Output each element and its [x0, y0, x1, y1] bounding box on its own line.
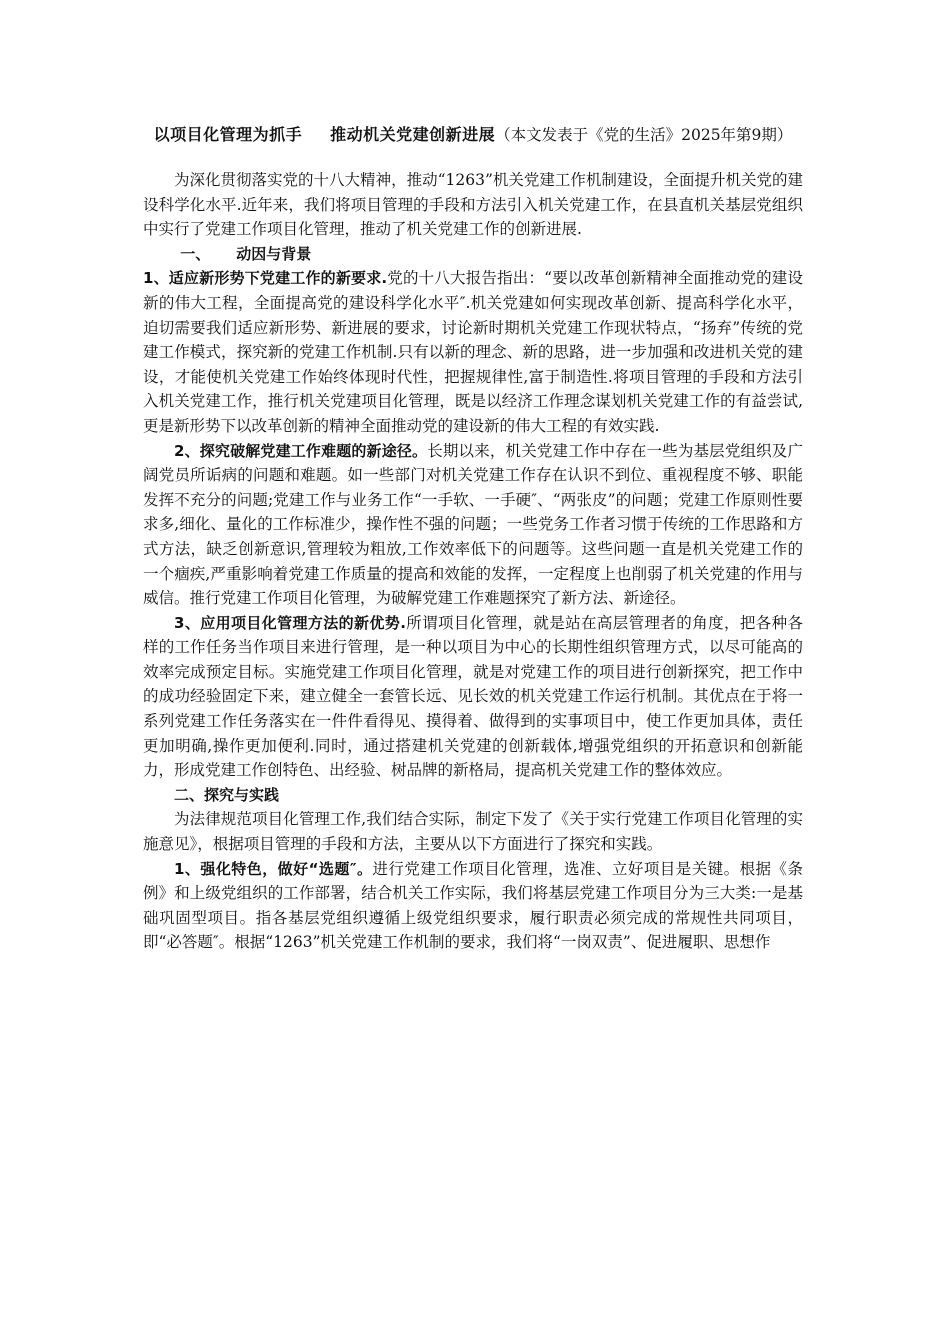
title-publication-note: （本文发表于《党的生活》2025年第9期）: [495, 126, 793, 144]
section1-p3-lead: 3、应用项目化管理方法的新优势.: [174, 613, 406, 632]
section2-paragraph-1: [143, 857, 803, 955]
section1-p3-body: 所谓项目化管理，就是站在高层管理者的角度，把各种各样的工作任务当作项目来进行管理，是一种以项目为中心的长期性组织管理方式，以尽可能高的效率完成预定目标。实施党建工作项目化管理，就是对党建工作的项目进行创新探究，把工作中的成功经验固定下来，建立健全一套管长远、见长效的机关党建工作运行机制。其优点在于将一系列党建工作任务落实在一件件看得见、摸得着、做得到的实事项目中，使工作更加具体，责任更加明确,操作更加便利.同时，通过搭建机关党建的创新载体,增强党组织的开拓意识和创新能力，形成党建工作创特色、出经验、树品牌的新格局，提高机关党建工作的整体效应。: [143, 613, 803, 780]
intro-paragraph: 为深化贯彻落实党的十八大精神，推动“1263”机关党建工作机制建设，全面提升机关党的建设科学化水平.近年来，我们将项目管理的手段和方法引入机关党建工作，在县直机关基层党组织中实行了党建工作项目化管理，推动了机关党建工作的创新进展.: [143, 171, 803, 239]
section1-p2-lead: 2、探究破解党建工作难题的新途径。: [174, 441, 428, 460]
section1-number: 一、: [180, 244, 211, 263]
title-main-right: 推动机关党建创新进展: [330, 125, 496, 144]
title-main-left: 以项目化管理为抓手: [153, 125, 303, 144]
section2-p1-body: 进行党建工作项目化管理，选准、立好项目是关键。根据《条例》和上级党组织的工作部署，结合机关工作实际，我们将基层党建工作项目分为三大类:一是基础巩固型项目。指各基层党组织遵循上级党组织要求，履行职责必须完成的常规性共同项目，即“必答题″。根据“1263”机关党建工作机制的要求，我们将“一岗双责”、促进履职、思想作: [143, 859, 803, 952]
document-page: [143, 122, 803, 955]
section2-intro: 为法律规范项目化管理工作,我们结合实际，制定下发了《关于实行党建工作项目化管理的实施意见》，根据项目管理的手段和方法，主要从以下方面进行了探究和实践。: [143, 810, 803, 854]
section2-p1-lead: 1、强化特色，做好“选题″。: [174, 859, 373, 878]
section1-p2-body: 长期以来，机关党建工作中存在一些为基层党组织及广阔党员所诟病的问题和难题。如一些部门对机关党建工作存在认识不到位、重视程度不够、职能发挥不充分的问题;党建工作与业务工作“一手软、一手硬″、“两张皮”的问题；党建工作原则性要求多,细化、量化的工作标准少，操作性不强的问题；一些党务工作者习惯于传统的工作思路和方式方法，缺乏创新意识,管理较为粗放,工作效率低下的问题等。这些问题一直是机关党建工作的一个痼疾,严重影响着党建工作质量的提高和效能的发挥，一定程度上也削弱了机关党建的作用与威信。推行党建工作项目化管理，为破解党建工作难题探究了新方法、新途径。: [143, 441, 803, 608]
section1-title: 动因与背景: [236, 244, 312, 263]
section1-p1-body: 党的十八大报告指出：“要以改革创新精神全面推动党的建设新的伟大工程，全面提高党的建设科学化水平″.机关党建如何实现改革创新、提高科学化水平，迫切需要我们适应新形势、新进展的要求，讨论新时期机关党建工作现状特点，“扬弃”传统的党建工作模式，探究新的党建工作机制.只有以新的理念、新的思路，进一步加强和改进机关党的建设，才能使机关党建工作始终体现时代性，把握规律性,富于制造性.将项目管理的手段和方法引入机关党建工作，推行机关党建项目化管理，既是以经济工作理念谋划机关党建工作的有益尝试,更是新形势下以改革创新的精神全面推动党的建设新的伟大工程的有效实践.: [143, 269, 803, 435]
section1-heading: [143, 242, 803, 267]
article-title: [143, 122, 803, 148]
section1-p1-lead: 1、适应新形势下党建工作的新要求.: [143, 269, 388, 288]
section1-paragraph-3: [143, 611, 803, 783]
section2-heading: [143, 783, 803, 808]
section1-paragraph-1: [143, 266, 803, 438]
section2-heading-text: 二、探究与实践: [174, 785, 280, 804]
section1-paragraph-2: [143, 439, 803, 611]
